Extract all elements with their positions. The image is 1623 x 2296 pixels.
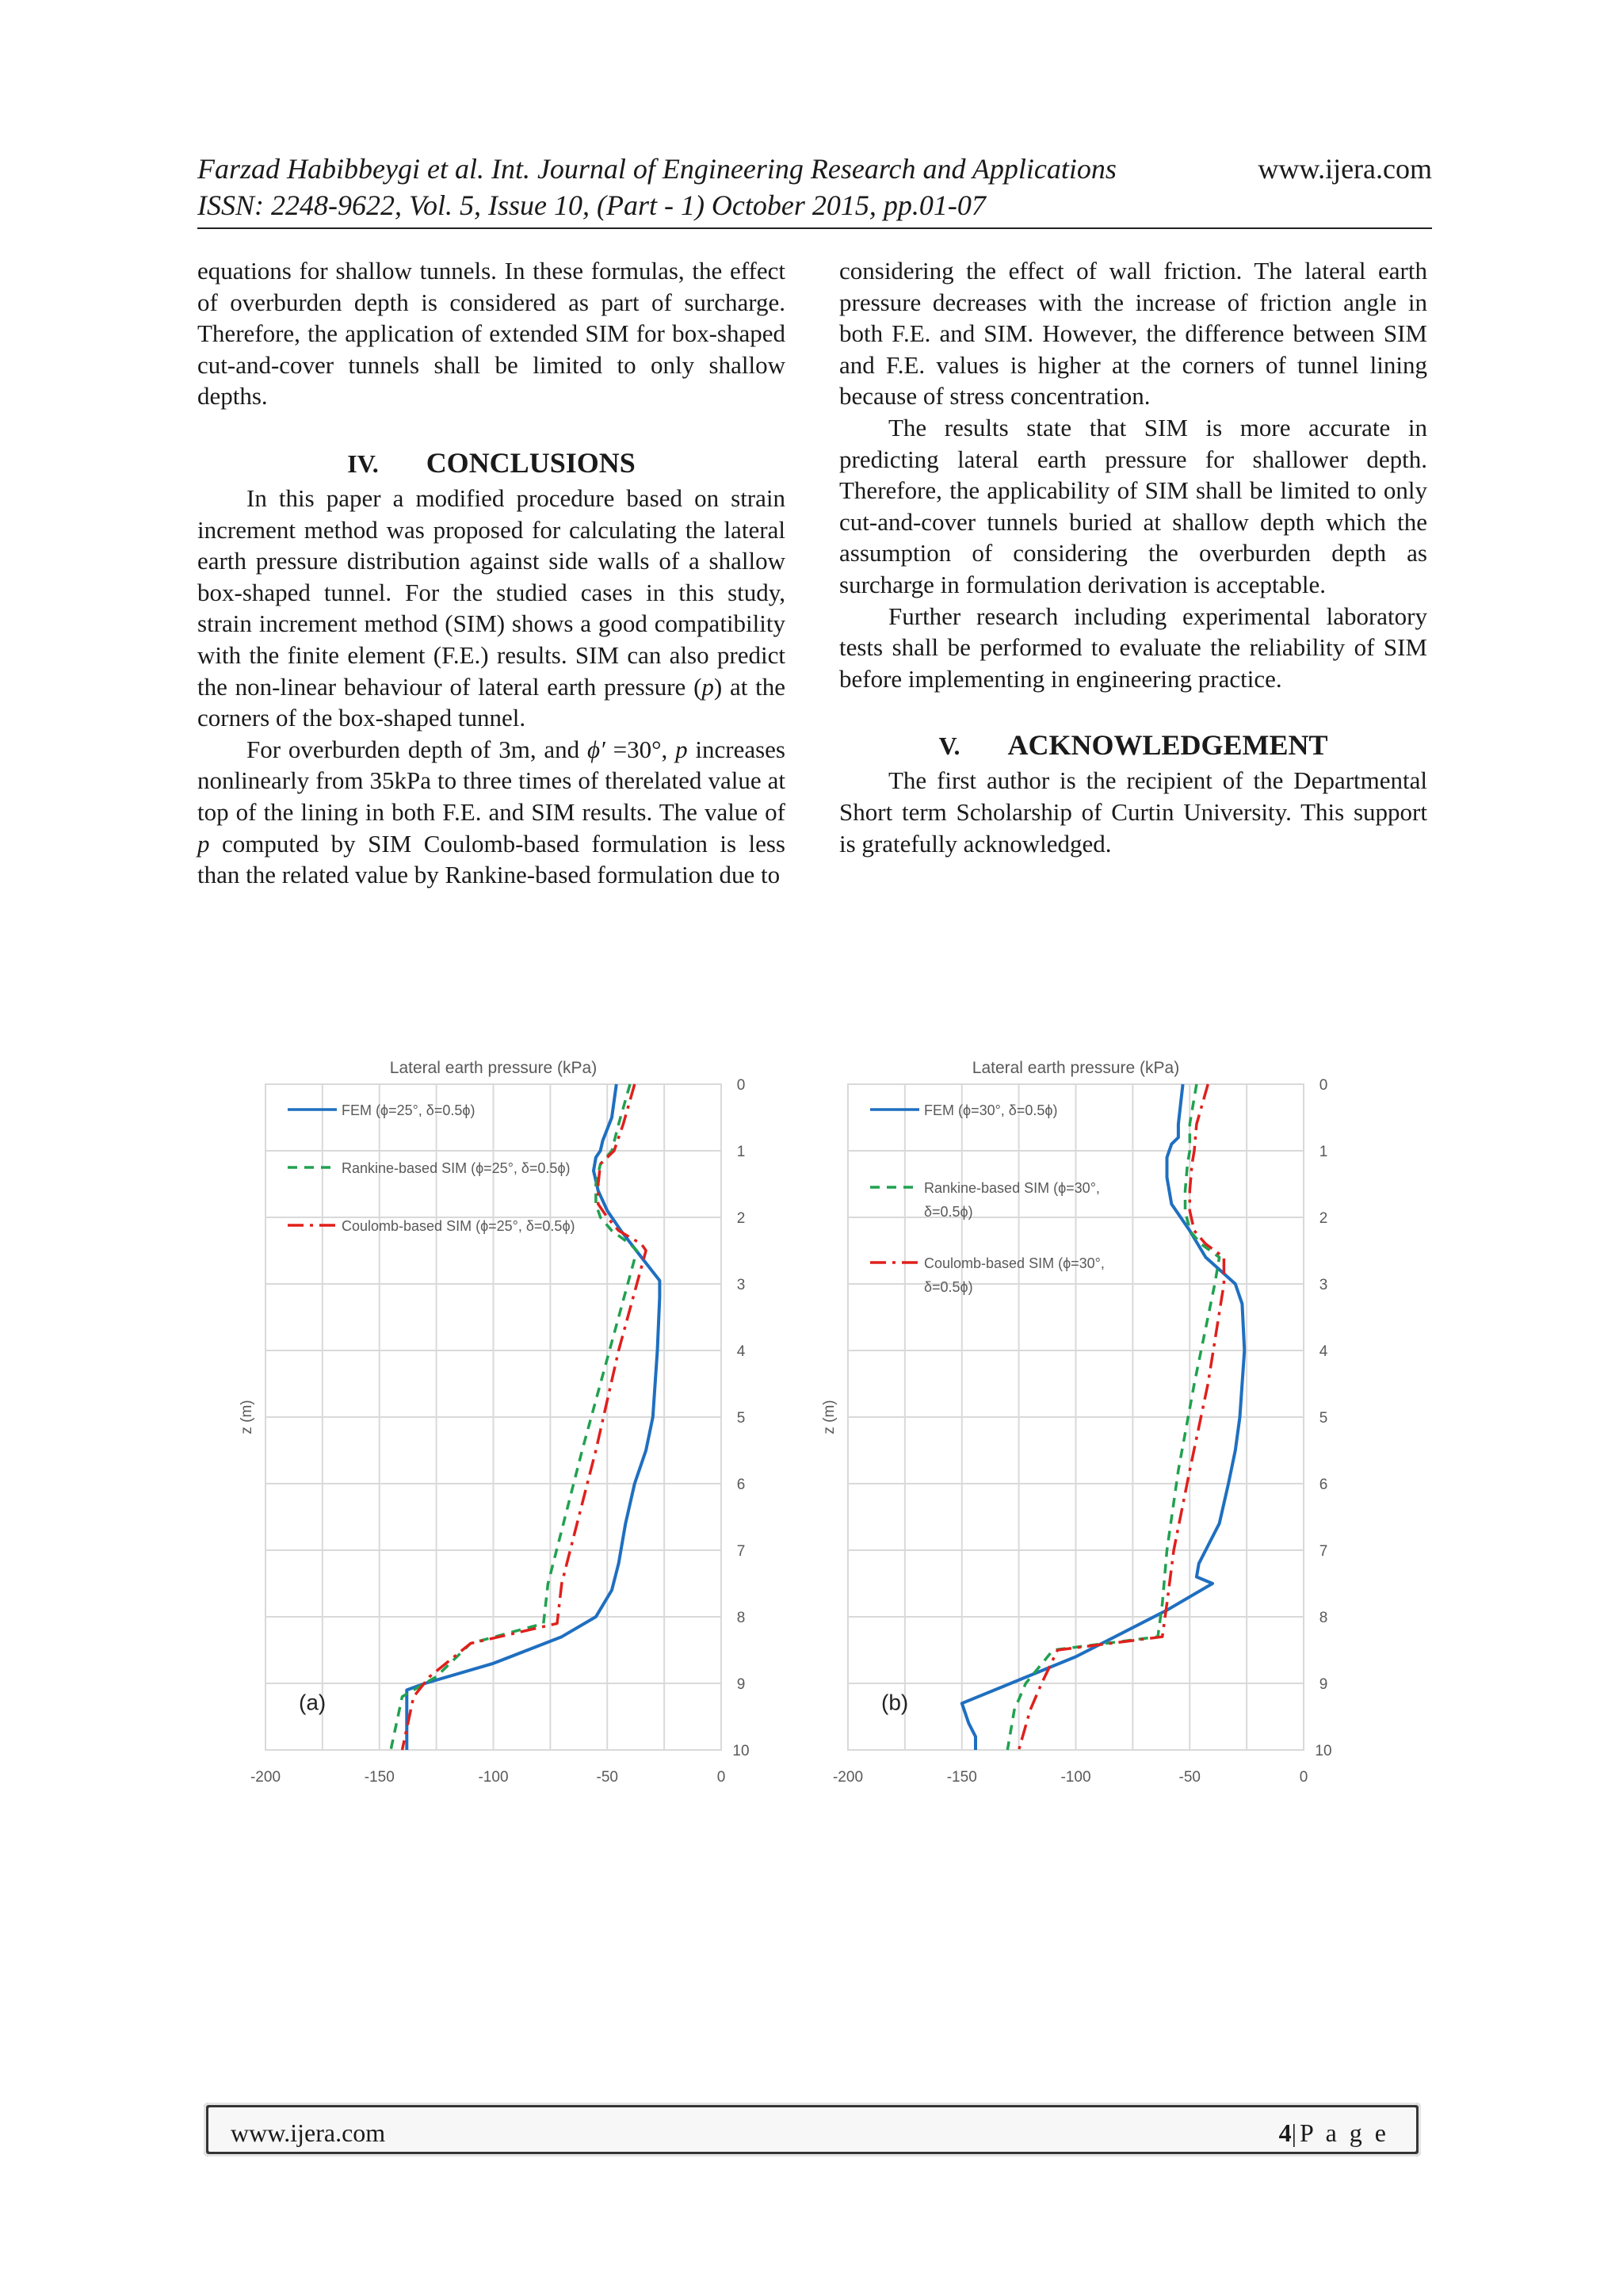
y-tick-label: 2	[736, 1210, 746, 1227]
paragraph: For overburden depth of 3m, and ϕ′ =30°, p increases nonlinearly from 35kPa to three times of therelated value at top of the lining in both F.E. and SIM results. The value of p computed by SIM Coulomb-based formulation is less than the related value by Rankine-based formulation due to	[197, 735, 785, 889]
issn-line: ISSN: 2248-9622, Vol. 5, Issue 10, (Part - 1) October 2015, pp.01-07	[197, 189, 986, 221]
section-heading-conclusions: IV. CONCLUSIONS	[347, 446, 636, 479]
header-rule	[197, 227, 1432, 229]
y-tick-label: 10	[1315, 1743, 1332, 1759]
x-tick-label: -50	[1178, 1769, 1201, 1786]
legend-label: δ=0.5ϕ)	[924, 1279, 973, 1295]
legend-label: Coulomb-based SIM (ϕ=25°, δ=0.5ϕ)	[342, 1218, 575, 1234]
x-tick-label: 0	[1299, 1769, 1308, 1786]
y-tick-label: 5	[736, 1410, 746, 1427]
y-axis-label: z (m)	[239, 1400, 255, 1435]
figure-panel-b	[820, 1045, 1375, 1797]
legend-label: Rankine-based SIM (ϕ=30°,	[924, 1180, 1100, 1196]
y-tick-label: 4	[1319, 1343, 1328, 1360]
footer-url[interactable]: www.ijera.com	[231, 2118, 386, 2147]
page-footer	[204, 2103, 1421, 2157]
header-url[interactable]: www.ijera.com	[1258, 153, 1432, 185]
journal-citation: Farzad Habibbeygi et al. Int. Journal of Engineering Research and Applications	[197, 153, 1117, 185]
legend-label: FEM (ϕ=30°, δ=0.5ϕ)	[924, 1102, 1058, 1118]
x-tick-label: -100	[1060, 1769, 1091, 1786]
page-number: 4|P a g e	[1278, 2118, 1389, 2147]
chart-a	[238, 1045, 792, 1797]
y-tick-label: 8	[736, 1610, 746, 1626]
paragraph: The results state that SIM is more accurate in predicting lateral earth pressure for shallower depth. Therefore, the applicability of SIM shall be limited to only cut-and-cover tunnels buried at shallow depth which the assumption of considering the overburden depth as surcharge in formulation derivation is acceptable.	[839, 413, 1427, 598]
chart-b	[820, 1045, 1375, 1797]
x-tick-label: -200	[832, 1769, 864, 1786]
paragraph: In this paper a modified procedure based on strain increment method was proposed for calculating the lateral earth pressure distribution against side walls of a shallow box-shaped tunnel. For the studied cases in this study, strain increment method (SIM) shows a good compatibility with the finite element (F.E.) results. SIM can also predict the non-linear behaviour of lateral earth pressure (p) at the corners of the box-shaped tunnel.	[197, 483, 785, 732]
y-tick-label: 6	[1319, 1477, 1328, 1493]
paragraph: considering the effect of wall friction. The lateral earth pressure decreases with the increase of friction angle in both F.E. and SIM. However, the difference between SIM and F.E. values is higher at the corners of tunnel lining because of stress concentration.	[839, 257, 1427, 411]
y-tick-label: 8	[1319, 1610, 1328, 1626]
legend-label: Rankine-based SIM (ϕ=25°, δ=0.5ϕ)	[342, 1160, 571, 1176]
y-tick-label: 1	[736, 1144, 746, 1160]
y-tick-label: 10	[732, 1743, 750, 1759]
right-column	[839, 255, 1427, 859]
y-tick-label: 2	[1319, 1210, 1328, 1227]
panel-label: (b)	[881, 1690, 909, 1715]
left-column	[197, 255, 785, 891]
y-tick-label: 3	[736, 1277, 746, 1293]
y-tick-label: 1	[1319, 1144, 1328, 1160]
legend-label: FEM (ϕ=25°, δ=0.5ϕ)	[342, 1102, 475, 1118]
y-tick-label: 6	[736, 1477, 746, 1493]
panel-label: (a)	[299, 1690, 327, 1715]
x-tick-label: 0	[716, 1769, 726, 1786]
chart-title: Lateral earth pressure (kPa)	[972, 1059, 1180, 1077]
paragraph: equations for shallow tunnels. In these formulas, the effect of overburden depth is considered as part of surcharge. Therefore, the application of extended SIM for box-shaped cut-and-cover tunnels shall be limited to only shallow depths.	[197, 257, 785, 411]
figure-panel-a	[238, 1045, 792, 1797]
paragraph: The first author is the recipient of the Departmental Short term Scholarship of Curtin University. This support is gratefully acknowledged.	[839, 766, 1427, 858]
x-tick-label: -100	[478, 1769, 509, 1786]
y-tick-label: 4	[736, 1343, 746, 1360]
chart-title: Lateral earth pressure (kPa)	[389, 1059, 598, 1077]
x-tick-label: -150	[364, 1769, 395, 1786]
paragraph: Further research including experimental laboratory tests shall be performed to evaluate the reliability of SIM before implementing in engineering practice.	[839, 602, 1427, 693]
y-tick-label: 0	[1319, 1077, 1328, 1094]
x-tick-label: -150	[946, 1769, 977, 1786]
y-tick-label: 0	[736, 1077, 746, 1094]
y-tick-label: 9	[736, 1676, 746, 1693]
x-tick-label: -200	[250, 1769, 281, 1786]
legend-label: Coulomb-based SIM (ϕ=30°,	[924, 1255, 1105, 1271]
y-tick-label: 3	[1319, 1277, 1328, 1293]
y-tick-label: 5	[1319, 1410, 1328, 1427]
section-heading-acknowledgement: V. ACKNOWLEDGEMENT	[938, 729, 1328, 762]
legend-label: δ=0.5ϕ)	[924, 1204, 973, 1220]
y-tick-label: 9	[1319, 1676, 1328, 1693]
y-tick-label: 7	[736, 1543, 746, 1560]
y-axis-label: z (m)	[821, 1400, 838, 1435]
y-tick-label: 7	[1319, 1543, 1328, 1560]
x-tick-label: -50	[596, 1769, 618, 1786]
